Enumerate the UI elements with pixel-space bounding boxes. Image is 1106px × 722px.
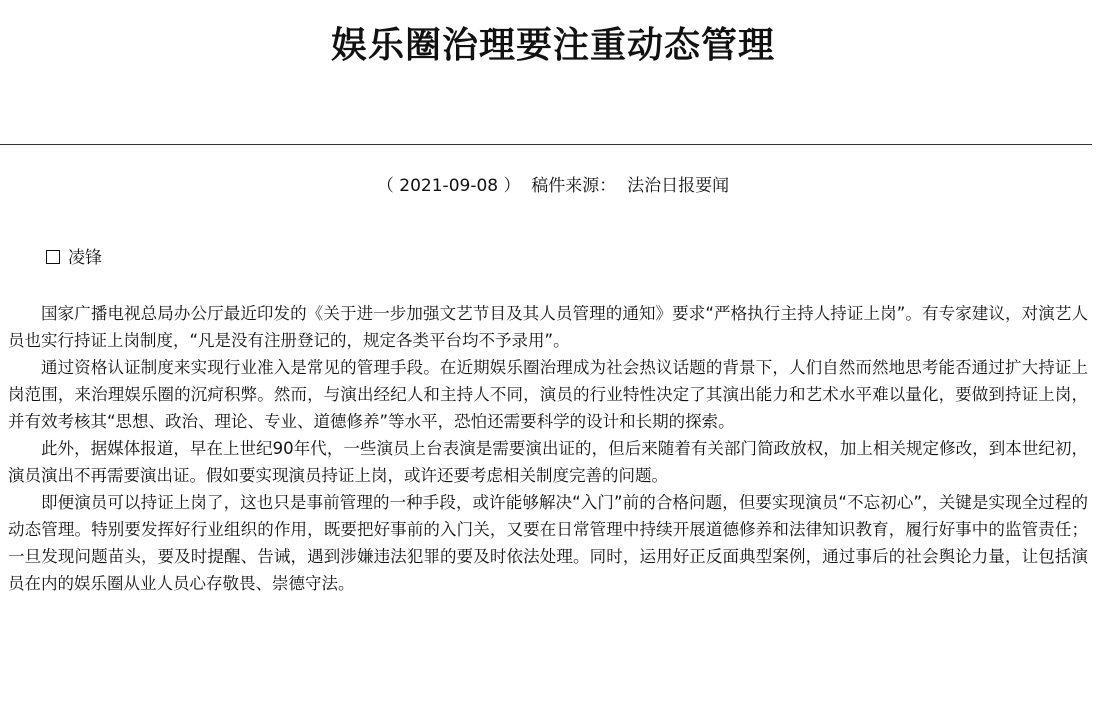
paragraph: 国家广播电视总局办公厅最近印发的《关于进一步加强文艺节目及其人员管理的通知》要求“严格执行主持人持证上岗”。有专家建议，对演艺人员也实行持证上岗制度，“凡是没有注册登记的，规定各类平台均不予录用”。 xyxy=(8,304,1088,350)
paragraph: 通过资格认证制度来实现行业准入是常见的管理手段。在近期娱乐圈治理成为社会热议话题的背景下，人们自然而然地思考能否通过扩大持证上岗范围，来治理娱乐圈的沉疴积弊。然而，与演出经纪人和主持人不同，演员的行业特性决定了其演出能力和艺术水平难以量化，要做到持证上岗，并有效考核其“思想、政治、理论、专业、道德修养”等水平，恐怕还需要科学的设计和长期的探索。 xyxy=(8,358,1088,431)
title-divider xyxy=(0,144,1092,145)
author-name: 凌锋 xyxy=(68,248,102,268)
square-bullet-icon xyxy=(46,250,60,264)
author-line xyxy=(46,244,102,272)
article-meta: （ 2021-09-08 ） 稿件来源： 法治日报要闻 xyxy=(376,176,730,196)
article-title: 娱乐圈治理要注重动态管理 xyxy=(330,25,775,66)
paragraph: 此外，据媒体报道，早在上世纪90年代，一些演员上台表演是需要演出证的，但后来随着有关部门简政放权，加上相关规定修改，到本世纪初，演员演出不再需要演出证。假如要实现演员持证上岗，或许还要考虑相关制度完善的问题。 xyxy=(8,439,1088,485)
article-body xyxy=(8,300,1088,597)
paragraph: 即便演员可以持证上岗了，这也只是事前管理的一种手段，或许能够解决“入门”前的合格问题，但要实现演员“不忘初心”，关键是实现全过程的动态管理。特别要发挥好行业组织的作用，既要把好事前的入门关，又要在日常管理中持续开展道德修养和法律知识教育，履行好事中的监管责任；一旦发现问题苗头，要及时提醒、告诫，遇到涉嫌违法犯罪的要及时依法处理。同时，运用好正反面典型案例，通过事后的社会舆论力量，让包括演员在内的娱乐圈从业人员心存敬畏、崇德守法。 xyxy=(8,493,1088,593)
